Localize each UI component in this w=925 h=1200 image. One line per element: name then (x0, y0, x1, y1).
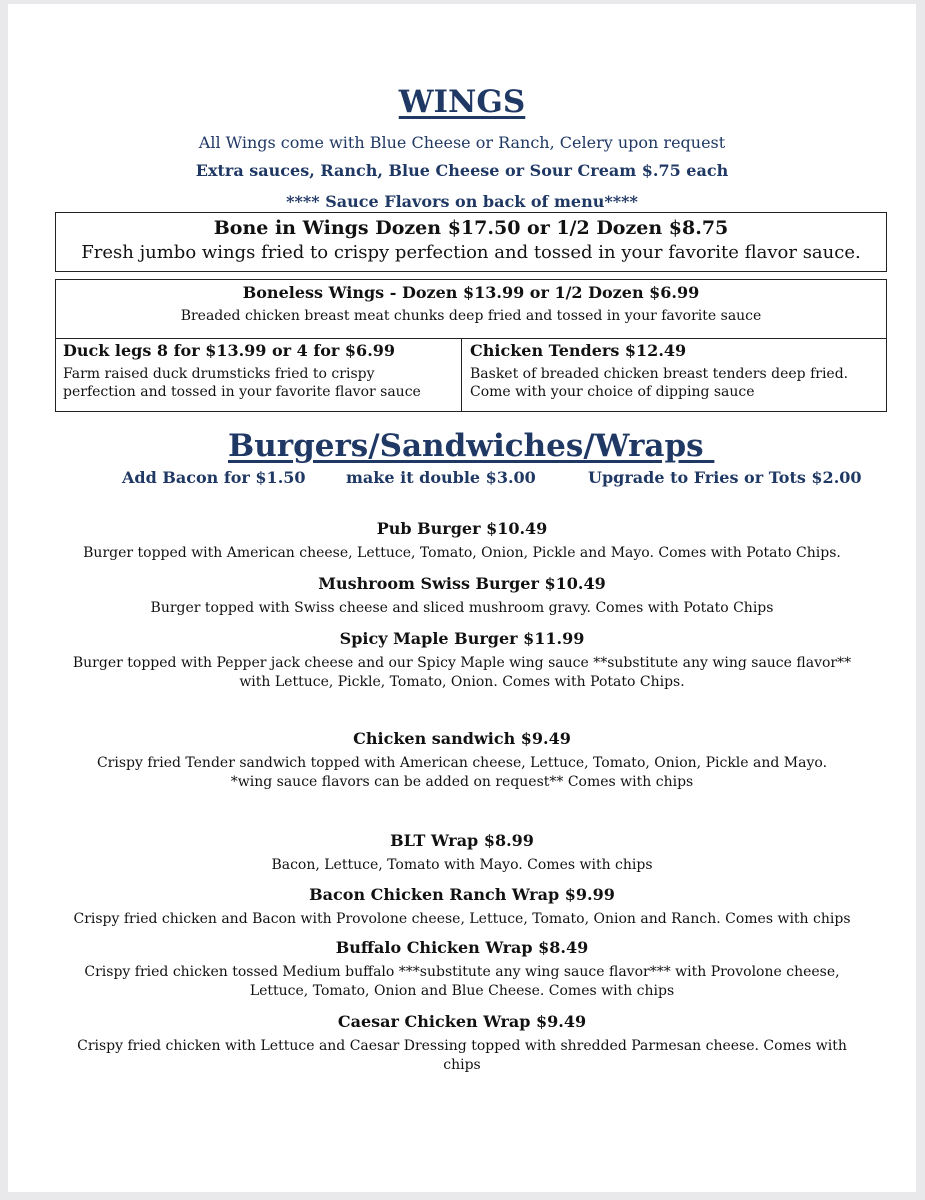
bone-in-wings-desc: Fresh jumbo wings fried to crispy perfection and tossed in your favorite flavor sauce. (81, 242, 861, 263)
menu-item (8, 831, 916, 875)
menu-item (8, 938, 916, 1001)
menu-page (8, 4, 916, 1192)
wings-note-extra-sauces: Extra sauces, Ranch, Blue Cheese or Sour Cream $.75 each (195, 161, 729, 180)
wings-heading: WINGS (398, 84, 526, 120)
item-name: Caesar Chicken Wrap $9.49 (337, 1012, 587, 1031)
menu-item (8, 519, 916, 563)
duck-legs-desc-line: perfection and tossed in your favorite flavor sauce (63, 384, 421, 400)
chicken-tenders-desc (470, 365, 886, 401)
item-desc: *wing sauce flavors can be added on request** Comes with chips (230, 774, 694, 790)
duck-legs-desc-line: Farm raised duck drumsticks fried to crispy (63, 366, 375, 382)
menu-item (8, 729, 916, 792)
item-desc: with Lettuce, Pickle, Tomato, Onion. Comes with Potato Chips. (239, 674, 685, 690)
item-desc: Burger topped with Pepper jack cheese and our Spicy Maple wing sauce **substitute any wing sauce flavor** (72, 655, 852, 671)
item-name: Chicken sandwich $9.49 (353, 729, 571, 748)
chicken-tenders-cell (462, 338, 886, 411)
wings-note-sauce-flavors: **** Sauce Flavors on back of menu**** (286, 192, 638, 211)
item-desc: Crispy fried chicken tossed Medium buffalo ***substitute any wing sauce flavor*** with Provolone cheese, (84, 964, 840, 980)
menu-item (8, 1012, 916, 1075)
bone-in-wings-title: Bone in Wings Dozen $17.50 or 1/2 Dozen $8.75 (213, 217, 729, 239)
wings-options-table (55, 279, 887, 412)
item-desc: Lettuce, Tomato, Onion and Blue Cheese. Comes with chips (249, 983, 675, 999)
menu-item (8, 885, 916, 929)
item-desc: Bacon, Lettuce, Tomato with Mayo. Comes with chips (271, 857, 653, 873)
addon-bacon: Add Bacon for $1.50 (122, 468, 306, 487)
menu-item (8, 629, 916, 692)
item-desc: Crispy fried chicken and Bacon with Provolone cheese, Lettuce, Tomato, Onion and Ranch. Comes with chips (73, 911, 851, 927)
boneless-wings-row (56, 280, 886, 339)
boneless-wings-desc: Breaded chicken breast meat chunks deep fried and tossed in your favorite sauce (180, 308, 762, 324)
item-desc: chips (443, 1057, 481, 1073)
item-name: Mushroom Swiss Burger $10.49 (318, 574, 606, 593)
boneless-wings-title: Boneless Wings - Dozen $13.99 or 1/2 Dozen $6.99 (242, 283, 700, 302)
burgers-heading: Burgers/Sandwiches/Wraps (228, 428, 715, 464)
duck-legs-cell (56, 338, 462, 411)
item-name: Buffalo Chicken Wrap $8.49 (335, 938, 589, 957)
item-name: Pub Burger $10.49 (376, 519, 548, 538)
item-name: Spicy Maple Burger $11.99 (339, 629, 585, 648)
chicken-tenders-title: Chicken Tenders $12.49 (470, 341, 687, 360)
addon-fries-tots: Upgrade to Fries or Tots $2.00 (588, 468, 862, 487)
item-desc: Crispy fried Tender sandwich topped with American cheese, Lettuce, Tomato, Onion, Pickle and Mayo. (96, 755, 828, 771)
duck-legs-desc (63, 365, 461, 401)
chicken-tenders-desc-line: Come with your choice of dipping sauce (470, 384, 755, 400)
chicken-tenders-desc-line: Basket of breaded chicken breast tenders deep fried. (470, 366, 849, 382)
item-desc: Crispy fried chicken with Lettuce and Caesar Dressing topped with shredded Parmesan cheese. Comes with (77, 1038, 847, 1054)
item-name: BLT Wrap $8.99 (390, 831, 534, 850)
item-desc: Burger topped with Swiss cheese and sliced mushroom gravy. Comes with Potato Chips (150, 600, 774, 616)
addon-double: make it double $3.00 (346, 468, 536, 487)
duck-legs-title: Duck legs 8 for $13.99 or 4 for $6.99 (63, 341, 396, 360)
bone-in-wings-box (55, 212, 887, 272)
item-name: Bacon Chicken Ranch Wrap $9.99 (309, 885, 615, 904)
item-desc: Burger topped with American cheese, Lettuce, Tomato, Onion, Pickle and Mayo. Comes with Potato Chips. (83, 545, 841, 561)
wings-note-dipping: All Wings come with Blue Cheese or Ranch, Celery upon request (198, 133, 726, 152)
menu-item (8, 574, 916, 618)
